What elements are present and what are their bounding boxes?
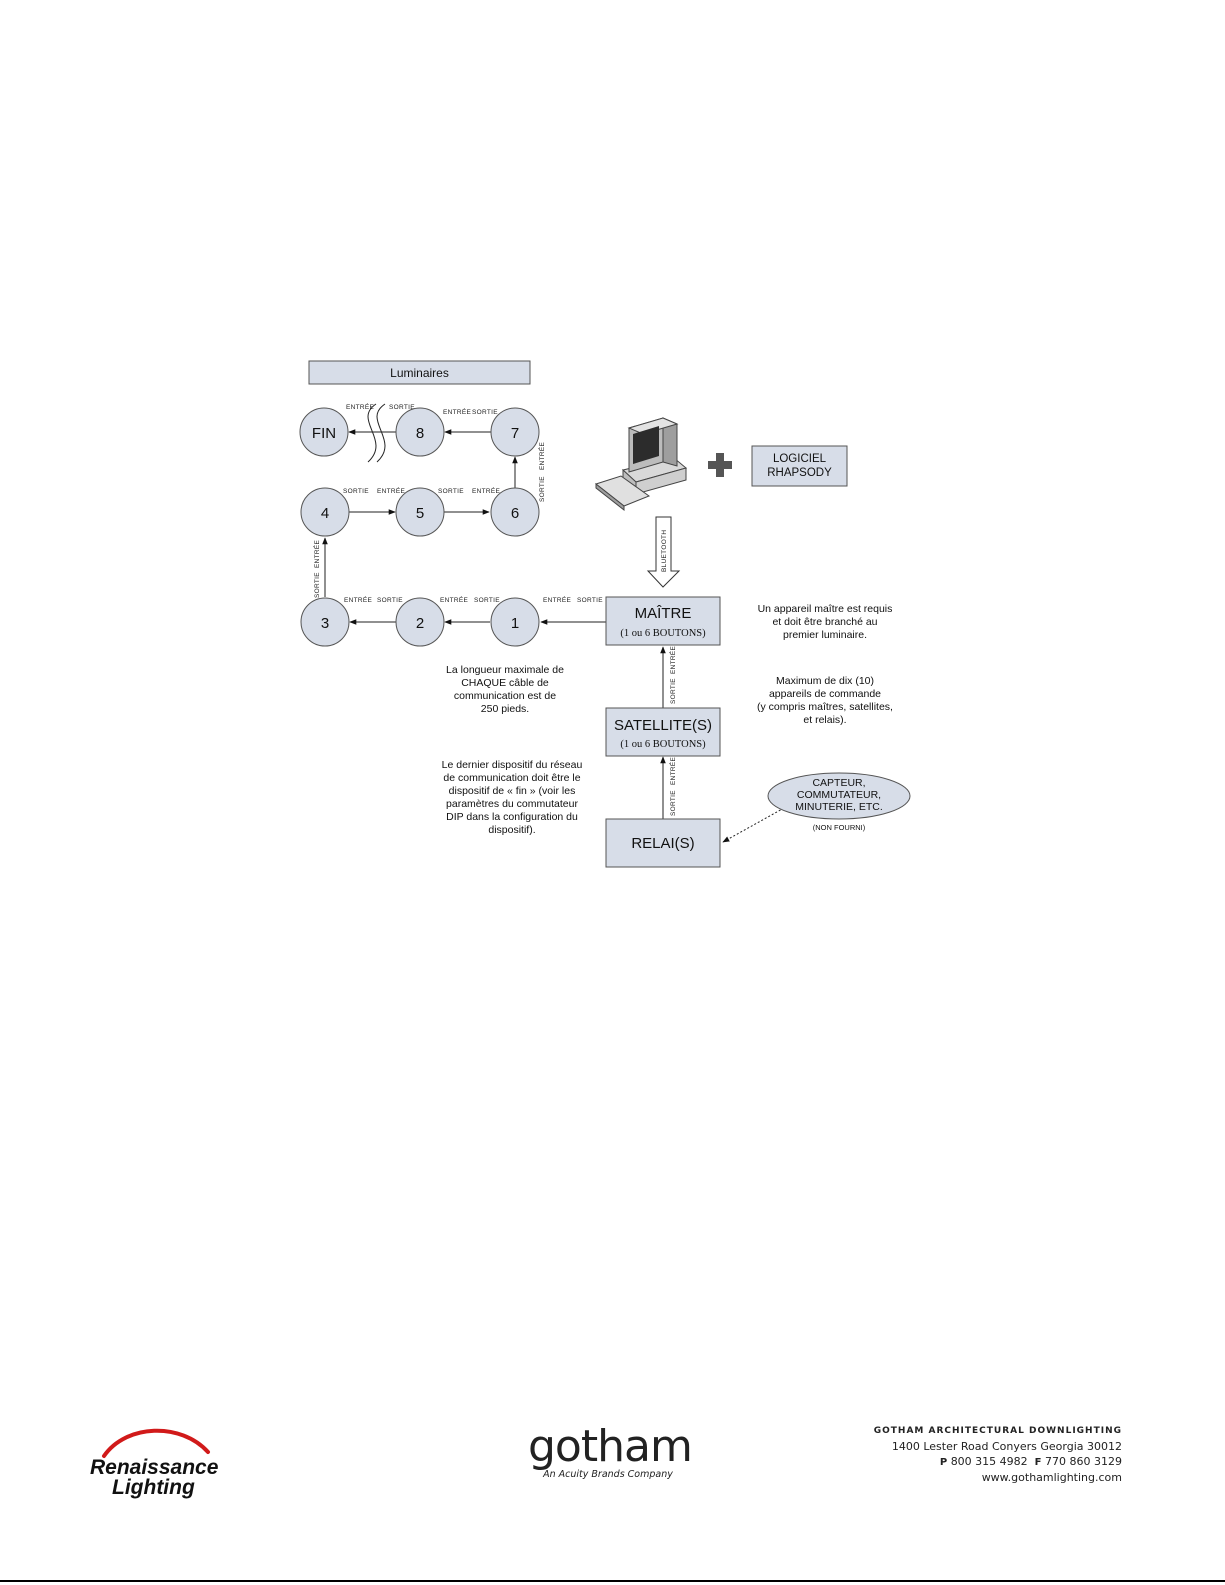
svg-text:6: 6 (510, 505, 520, 522)
port-label-out: SORTIE (577, 597, 603, 604)
port-label-in: ENTRÉE (314, 539, 321, 568)
node-7 (491, 408, 539, 456)
port-label-in: ENTRÉE (472, 488, 501, 495)
svg-text:Lighting: Lighting (112, 1476, 195, 1499)
svg-text:3: 3 (320, 615, 330, 632)
svg-text:La longueur maximale de: La longueur maximale de (446, 664, 564, 676)
company-phone-fax: P 800 315 4982 F 770 860 3129 (939, 1455, 1122, 1468)
port-label-in: ENTRÉE (377, 488, 406, 495)
note-master (758, 603, 893, 641)
software-label-line2: RHAPSODY (767, 467, 832, 479)
svg-text:7: 7 (510, 425, 520, 442)
port-label-out: SORTIE (343, 488, 369, 495)
port-label-in: ENTRÉE (670, 645, 677, 674)
satellite-subtitle: (1 ou 6 BOUTONS) (620, 739, 706, 750)
master-title: MAÎTRE (634, 605, 692, 622)
gotham-logo (528, 1421, 692, 1480)
svg-text:appareils de commande: appareils de commande (768, 688, 882, 700)
node-5 (396, 488, 444, 536)
company-website: www.gothamlighting.com (981, 1471, 1122, 1484)
node-6 (491, 488, 539, 536)
gotham-wordmark: gotham (528, 1421, 692, 1472)
port-label-in: ENTRÉE (443, 409, 472, 416)
svg-text:et doit être branché au: et doit être branché au (772, 616, 878, 628)
svg-text:1: 1 (510, 615, 520, 632)
port-label-out: SORTIE (670, 790, 677, 816)
page-bottom-rule (0, 1580, 1225, 1582)
svg-text:CHAQUE câble de: CHAQUE câble de (461, 677, 549, 689)
port-label-in: ENTRÉE (543, 597, 572, 604)
gotham-tagline: An Acuity Brands Company (543, 1469, 673, 1480)
svg-text:communication est de: communication est de (453, 690, 557, 702)
bluetooth-label: BLUETOOTH (661, 529, 668, 572)
svg-text:2: 2 (415, 615, 425, 632)
port-label-in: ENTRÉE (440, 597, 469, 604)
svg-text:FIN: FIN (311, 425, 337, 442)
port-label-out: SORTIE (472, 409, 498, 416)
port-label-in: ENTRÉE (539, 441, 546, 470)
cable-break-right (377, 404, 385, 462)
sensor-line3: MINUTERIE, ETC. (795, 801, 883, 813)
port-label-out: SORTIE (389, 404, 415, 411)
node-1 (491, 598, 539, 646)
svg-text:et relais).: et relais). (803, 714, 847, 726)
svg-text:Maximum de dix (10): Maximum de dix (10) (775, 675, 875, 687)
svg-text:5: 5 (415, 505, 425, 522)
port-label-in: ENTRÉE (344, 597, 373, 604)
sensor-note: (NON FOURNI) (812, 823, 866, 832)
port-label-in: ENTRÉE (670, 756, 677, 785)
svg-text:dispositif).: dispositif). (488, 824, 536, 836)
note-last-device (442, 759, 583, 836)
node-2 (396, 598, 444, 646)
computer-icon (596, 418, 686, 510)
svg-text:DIP dans la configuration du: DIP dans la configuration du (446, 811, 578, 823)
port-label-out: SORTIE (377, 597, 403, 604)
renaissance-lighting-logo (86, 1424, 221, 1504)
software-label-line1: LOGICIEL (772, 453, 827, 465)
software-box (752, 446, 847, 486)
master-subtitle: (1 ou 6 BOUTONS) (620, 628, 706, 639)
node-4 (301, 488, 349, 536)
port-label-in: ENTRÉE (346, 404, 375, 411)
port-label-out: SORTIE (314, 572, 321, 598)
svg-text:paramètres du commutateur: paramètres du commutateur (446, 798, 578, 810)
sensor-line1: CAPTEUR, (812, 777, 866, 789)
svg-text:8: 8 (415, 425, 425, 442)
port-label-out: SORTIE (474, 597, 500, 604)
satellite-title: SATELLITE(S) (613, 717, 713, 734)
svg-text:dispositif de « fin » (voir le: dispositif de « fin » (voir les (448, 785, 576, 797)
port-label-out: SORTIE (539, 476, 546, 502)
node-3 (301, 598, 349, 646)
svg-text:250 pieds.: 250 pieds. (480, 703, 530, 715)
luminaires-title: Luminaires (390, 366, 449, 380)
cable-break-left (368, 404, 376, 462)
company-address: 1400 Lester Road Conyers Georgia 30012 (891, 1440, 1122, 1453)
svg-text:Renaissance: Renaissance (90, 1456, 219, 1479)
svg-text:premier luminaire.: premier luminaire. (782, 629, 868, 641)
node-8 (396, 408, 444, 456)
note-cable-length (446, 664, 564, 715)
sensor-line2: COMMUTATEUR, (796, 789, 882, 801)
node-fin (300, 408, 348, 456)
note-max-devices (757, 675, 893, 726)
svg-text:Le dernier dispositif du résea: Le dernier dispositif du réseau (441, 759, 583, 771)
svg-text:de communication doit être le: de communication doit être le (443, 772, 581, 784)
plus-icon (708, 453, 732, 477)
wire-sensor-relay (723, 808, 784, 842)
svg-text:4: 4 (320, 505, 330, 522)
svg-text:(y compris maîtres, satellites: (y compris maîtres, satellites, (757, 701, 893, 713)
port-label-out: SORTIE (670, 678, 677, 704)
svg-text:Un appareil maître est requis: Un appareil maître est requis (757, 603, 893, 615)
relay-title: RELAI(S) (631, 835, 695, 852)
company-name: GOTHAM ARCHITECTURAL DOWNLIGHTING (873, 1426, 1122, 1436)
company-address-block (874, 1424, 1122, 1485)
port-label-out: SORTIE (438, 488, 464, 495)
